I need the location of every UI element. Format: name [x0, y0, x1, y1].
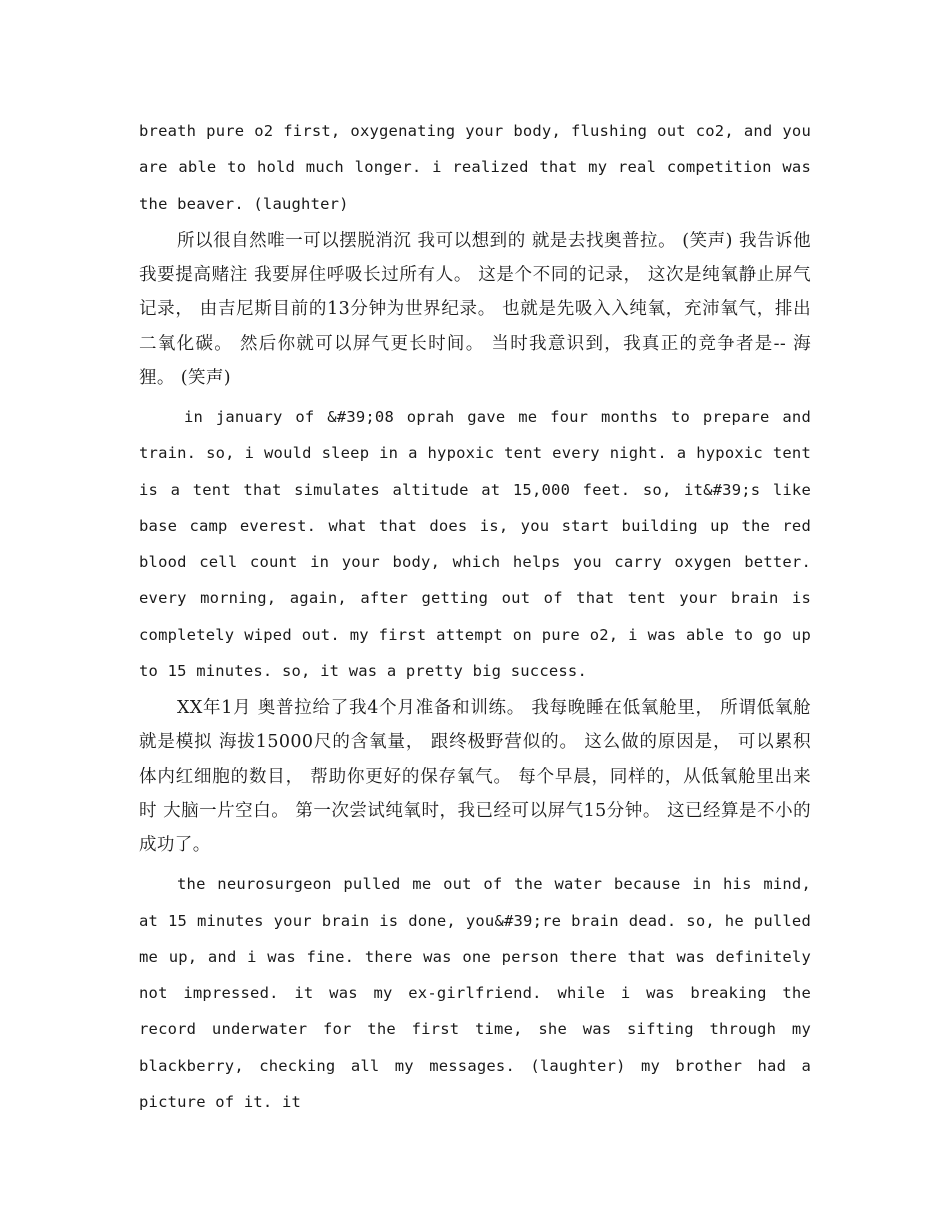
paragraph-chinese-2: XX年1月 奥普拉给了我4个月准备和训练。 我每晚睡在低氧舱里， 所谓低氧舱就是模拟 海拔15000尺的含氧量， 跟终极野营似的。 这么做的原因是， 可以累积体内红细胞的数目， 帮助你更好的保存氧气。 每个早晨，同样的，从低氧舱里出来时 大脑一片空白。 第一次尝试纯氧时，我已经可以屏气15分钟。 这已经算是不小的成功了。	[139, 698, 811, 856]
paragraph-chinese-1: 所以很自然唯一可以摆脱消沉 我可以想到的 就是去找奥普拉。 (笑声) 我告诉他我要提高赌注 我要屏住呼吸长过所有人。 这是个不同的记录， 这次是纯氧静止屏气记录， 由吉尼斯目前的13分钟为世界纪录。 也就是先吸入入纯氧，充沛氧气，排出二氧化碳。 然后你就可以屏气更长时间。 当时我意识到，我真正的竞争者是-- 海狸。 (笑声)	[139, 230, 811, 388]
paragraph-english-1: breath pure o2 first, oxygenating your body, flushing out co2, and you are able to hold much longer. i realized that my real competition was the beaver. (laughter)	[139, 122, 811, 213]
paragraph-english-2: in january of &#39;08 oprah gave me four months to prepare and train. so, i would sleep in a hypoxic tent every night. a hypoxic tent is a tent that simulates altitude at 15,000 feet. so, it&#39;s like base camp everest. what that does is, you start building up the red blood cell count in your body, which helps you carry oxygen better. every morning, again, after getting out of that tent your brain is completely wiped out. my first attempt on pure o2, i was able to go up to 15 minutes. so, it was a pretty big success.	[139, 407, 811, 680]
document-body	[139, 113, 811, 1120]
paragraph-english-3: the neurosurgeon pulled me out of the water because in his mind, at 15 minutes your brain is done, you&#39;re brain dead. so, he pulled me up, and i was fine. there was one person there that was definitely not impressed. it was my ex-girlfriend. while i was breaking the record underwater for the first time, she was sifting through my blackberry, checking all my messages. (laughter) my brother had a picture of it. it	[139, 875, 811, 1112]
